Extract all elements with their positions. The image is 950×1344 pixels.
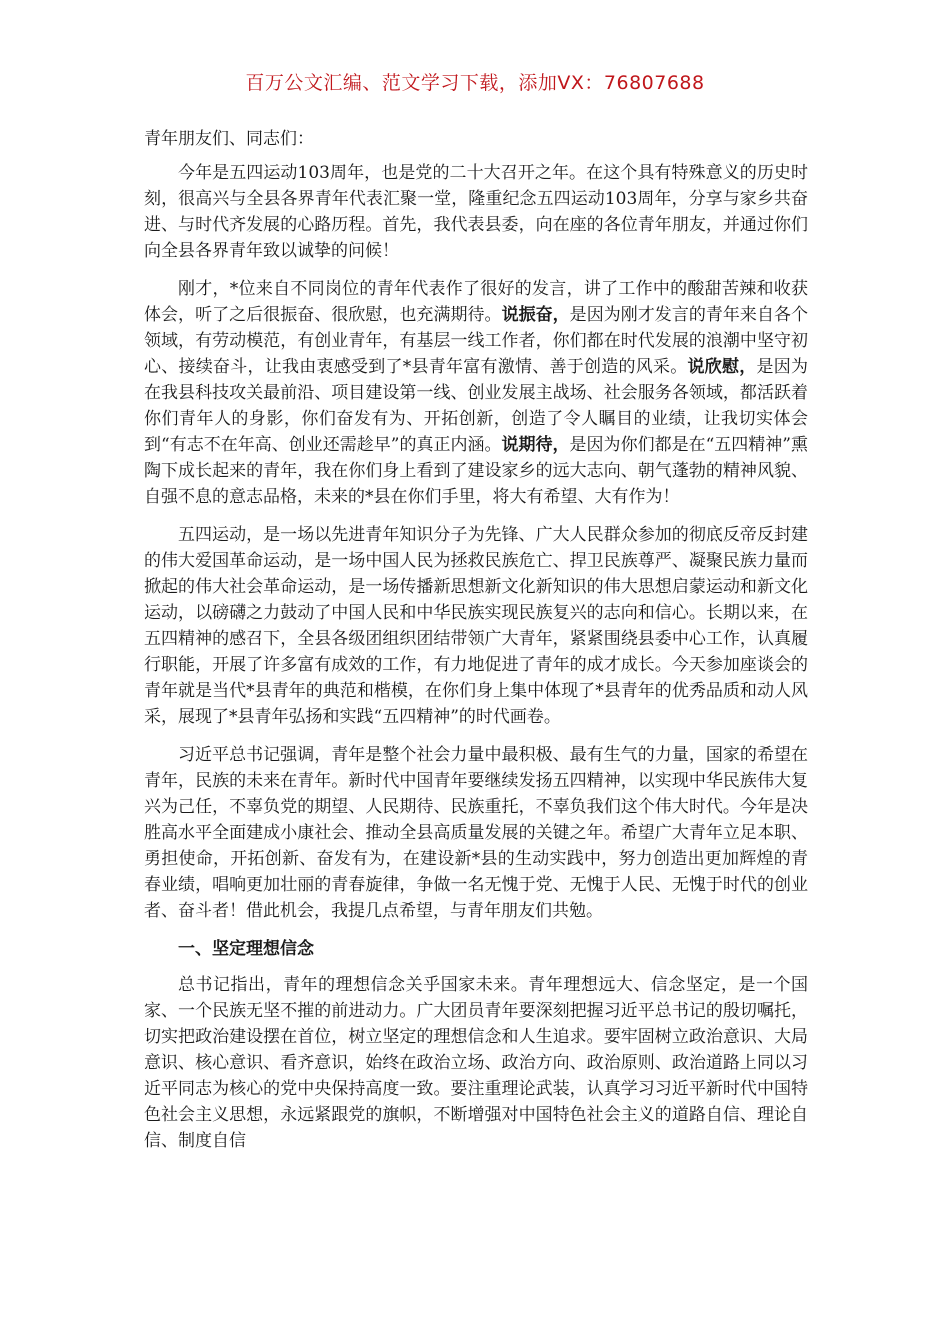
greeting: 青年朋友们、同志们： — [144, 129, 314, 149]
paragraph-xi-emphasis: 习近平总书记强调，青年是整个社会力量中最积极、最有生气的力量，国家的希望在青年，民族的未来在青年。新时代中国青年要继续发扬五四精神，以实现中华民族伟大复兴为己任，不辜负党的期望、人民期待、民族重托，不辜负我们这个伟大时代。今年是决胜高水平全面建成小康社会、推动全县高质量发展的关键之年。希望广大青年立足本职、勇担使命，开拓创新、奋发有为，在建设新*县的生动实践中，努力创造出更加辉煌的青春业绩，唱响更加壮丽的青春旋律，争做一名无愧于党、无愧于人民、无愧于时代的创业者、奋斗者！借此机会，我提几点希望，与青年朋友们共勉。 — [144, 745, 808, 921]
paragraph-text: 刚才，*位来自不同岗位的青年代表作了很好的发言，讲了工作中的酸甜苦辣和收获体会，听了之后很振奋、很欣慰，也充满期待。 — [144, 279, 808, 325]
paragraph-ideals: 总书记指出，青年的理想信念关乎国家未来。青年理想远大、信念坚定，是一个国家、一个民族无坚不摧的前进动力。广大团员青年要深刻把握习近平总书记的殷切嘱托，切实把政治建设摆在首位，树立坚定的理想信念和人生追求。要牢固树立政治意识、大局意识、核心意识、看齐意识，始终在政治立场、政治方向、政治原则、政治道路上同以习近平同志为核心的党中央保持高度一致。要注重理论武装，认真学习习近平新时代中国特色社会主义思想，永远紧跟党的旗帜，不断增强对中国特色社会主义的道路自信、理论自信、制度自信 — [144, 975, 808, 1151]
paragraph-text: 是因为刚才发言的青年来自各个领域，有劳动模范，有创业青年，有基层一线工作者，你们都在时代发展的浪潮中坚守初心、接续奋斗，让我由衷感受到了*县青年富有激情、善于创造的风采。 — [144, 305, 809, 377]
emphasis-inspired: 说振奋， — [501, 305, 570, 325]
paragraph-opening: 今年是五四运动103周年，也是党的二十大召开之年。在这个具有特殊意义的历史时刻，很高兴与全县各界青年代表汇聚一堂，隆重纪念五四运动103周年，分享与家乡共奋进、与时代齐发展的心路历程。首先，我代表县委，向在座的各位青年朋友，并通过你们向全县各界青年致以诚挚的问候！ — [144, 163, 808, 261]
paragraph-text: 是因为在我县科技攻关最前沿、项目建设第一线、创业发展主战场、社会服务各领域，都活跃着你们青年人的身影，你们奋发有为、开拓创新，创造了令人瞩目的业绩，让我切实体会到“有志不在年高、创业还需趁早”的真正内涵。 — [144, 357, 808, 455]
paragraph-youth-speeches — [144, 276, 808, 510]
section-heading-1: 一、坚定理想信念 — [178, 939, 314, 959]
emphasis-expectation: 说期待， — [501, 435, 570, 455]
speech-document — [144, 126, 808, 1166]
emphasis-gratified: 说欣慰， — [687, 357, 757, 377]
paragraph-may-fourth: 五四运动，是一场以先进青年知识分子为先锋、广大人民群众参加的彻底反帝反封建的伟大爱国革命运动，是一场中国人民为拯救民族危亡、捍卫民族尊严、凝聚民族力量而掀起的伟大社会革命运动，是一场传播新思想新文化新知识的伟大思想启蒙运动和新文化运动，以磅礴之力鼓动了中国人民和中华民族实现民族复兴的志向和信心。长期以来，在五四精神的感召下，全县各级团组织团结带领广大青年，紧紧围绕县委中心工作，认真履行职能，开展了许多富有成效的工作，有力地促进了青年的成才成长。今天参加座谈会的青年就是当代*县青年的典范和楷模，在你们身上集中体现了*县青年的优秀品质和动人风采，展现了*县青年弘扬和实践“五四精神”的时代画卷。 — [144, 525, 808, 727]
paragraph-text: 是因为你们都是在“五四精神”熏陶下成长起来的青年，我在你们身上看到了建设家乡的远大志向、朝气蓬勃的精神风貌、自强不息的意志品格，未来的*县在你们手里，将大有希望、大有作为！ — [144, 435, 809, 507]
watermark-banner: 百万公文汇编、范文学习下载，添加VX：76807688 — [245, 72, 705, 94]
